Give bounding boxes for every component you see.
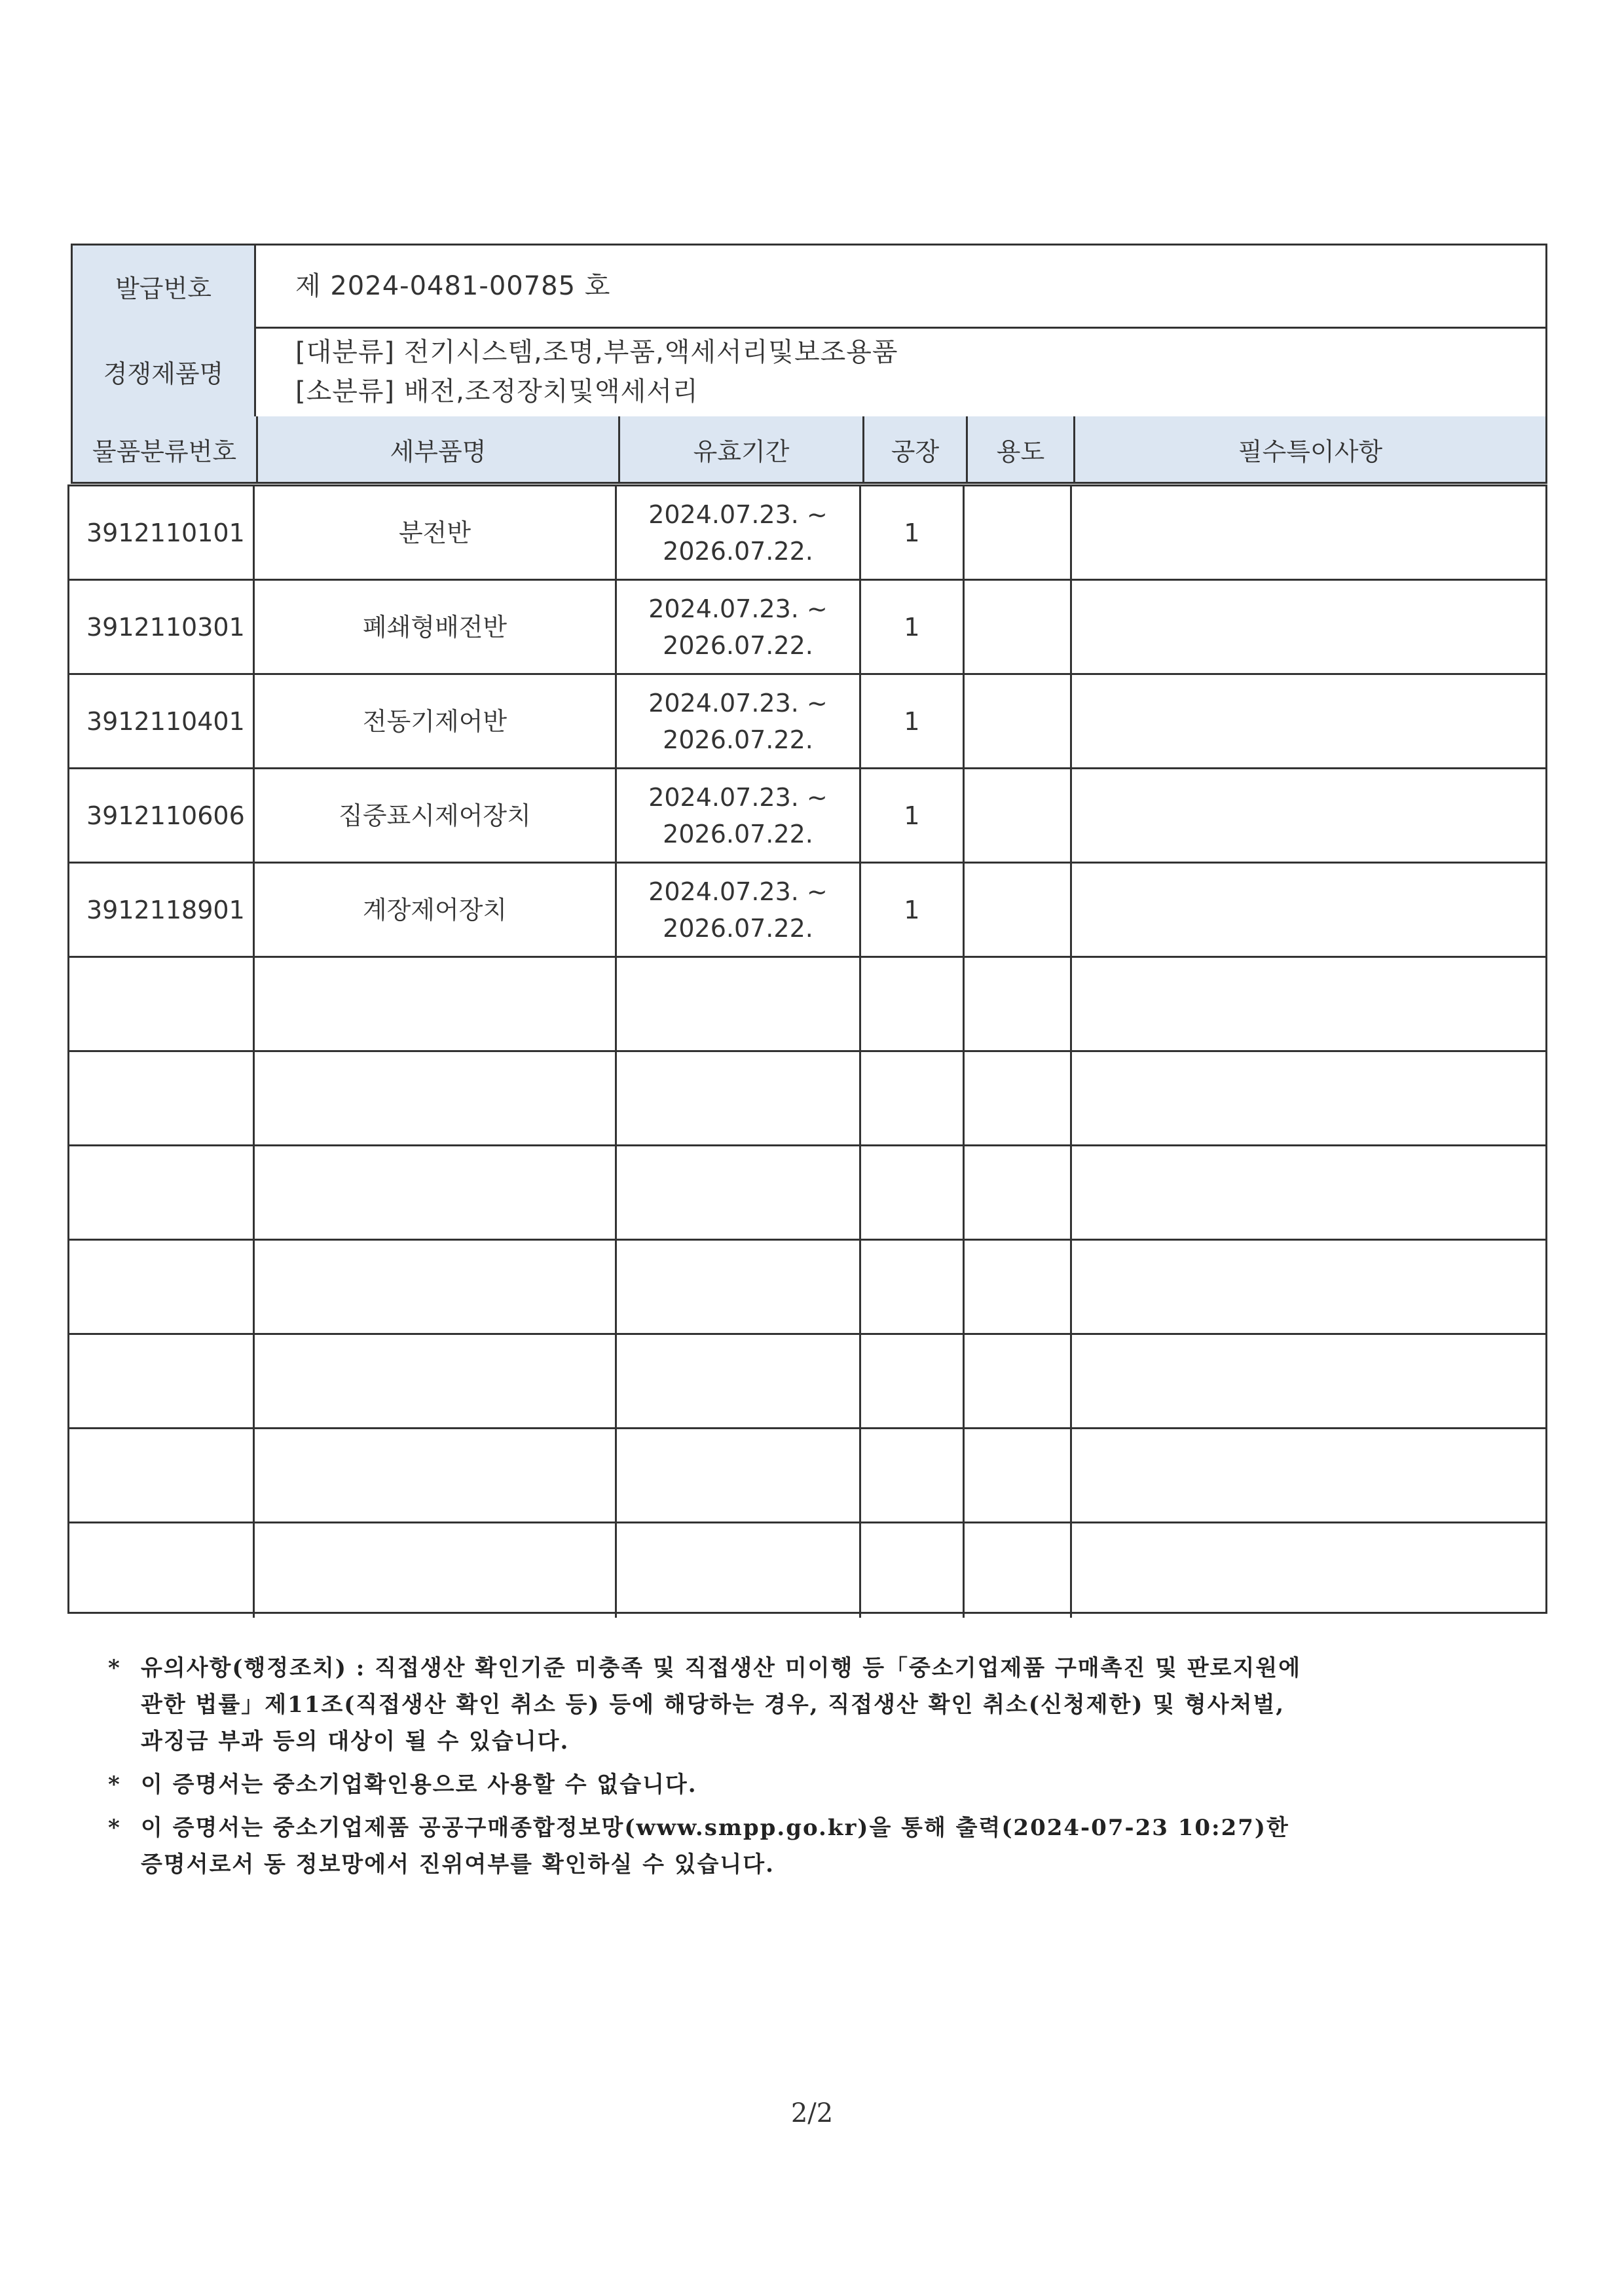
cell-use	[965, 1146, 1072, 1239]
product-name-label: 경쟁제품명	[73, 327, 256, 416]
table-row-empty	[69, 1429, 1545, 1523]
cell-period	[617, 1429, 861, 1522]
product-table	[67, 484, 1547, 1614]
cell-code: 3912110401	[69, 675, 255, 767]
period-from: 2024.07.23. ~	[648, 782, 828, 812]
period-from: 2024.07.23. ~	[648, 688, 828, 718]
cell-period	[617, 1335, 861, 1427]
cell-name	[255, 1146, 617, 1239]
notice-line: 과징금 부과 등의 대상이 될 수 있습니다.	[141, 1728, 570, 1755]
cell-period	[617, 675, 861, 767]
period-to: 2026.07.22.	[663, 630, 813, 660]
period-from: 2024.07.23. ~	[648, 500, 828, 529]
period-to: 2026.07.22.	[663, 536, 813, 566]
cell-period	[617, 486, 861, 579]
table-row-empty	[69, 1241, 1545, 1335]
notice-line: 이 증명서는 중소기업확인용으로 사용할 수 없습니다.	[141, 1772, 697, 1798]
column-header-row	[71, 416, 1547, 484]
product-minor-category: [소분류] 배전,조정장치및액세서리	[295, 376, 699, 407]
issue-number-value	[256, 246, 1545, 327]
cell-name	[255, 1523, 617, 1618]
cell-period	[617, 958, 861, 1050]
column-header-name: 세부품명	[258, 416, 620, 482]
cell-code: 3912110301	[69, 581, 255, 673]
cell-use	[965, 1241, 1072, 1333]
cell-use	[965, 958, 1072, 1050]
cell-note	[1072, 1052, 1545, 1144]
cell-name: 집중표시제어장치	[255, 769, 617, 862]
cell-factory: 1	[861, 864, 965, 956]
cell-code: 3912118901	[69, 864, 255, 956]
cell-factory	[861, 1335, 965, 1427]
issue-number-label: 발급번호	[73, 246, 256, 327]
asterisk-icon: *	[108, 1815, 121, 1841]
cell-code: 3912110101	[69, 486, 255, 579]
cell-period	[617, 581, 861, 673]
cell-factory	[861, 1052, 965, 1144]
cell-name: 계장제어장치	[255, 864, 617, 956]
column-header-period: 유효기간	[620, 416, 864, 482]
cell-use	[965, 769, 1072, 862]
cell-note	[1072, 486, 1545, 579]
notice-item	[108, 1766, 1536, 1803]
notice-line: 증명서로서 동 정보망에서 진위여부를 확인하실 수 있습니다.	[141, 1851, 775, 1878]
notice-section	[108, 1650, 1536, 1889]
period-to: 2026.07.22.	[663, 819, 813, 848]
cell-use	[965, 1052, 1072, 1144]
notice-item	[108, 1650, 1536, 1760]
period-from: 2024.07.23. ~	[648, 594, 828, 623]
product-major-category: [대분류] 전기시스템,조명,부품,액세서리및보조용품	[295, 337, 898, 367]
cell-note	[1072, 864, 1545, 956]
column-header-code: 물품분류번호	[73, 416, 258, 482]
notice-line: 유의사항(행정조치) : 직접생산 확인기준 미충족 및 직접생산 미이행 등「중소기업제품 구매촉진 및 판로지원에	[141, 1655, 1302, 1681]
cell-name	[255, 1335, 617, 1427]
cell-period	[617, 1523, 861, 1618]
cell-factory	[861, 1429, 965, 1522]
asterisk-icon: *	[108, 1772, 121, 1798]
cell-code	[69, 1429, 255, 1522]
issue-number-row	[73, 246, 1545, 329]
table-row-empty	[69, 1146, 1545, 1241]
cell-code	[69, 958, 255, 1050]
cell-code	[69, 1146, 255, 1239]
cell-factory: 1	[861, 486, 965, 579]
cell-name: 폐쇄형배전반	[255, 581, 617, 673]
cell-note	[1072, 1241, 1545, 1333]
cell-factory	[861, 1146, 965, 1239]
cell-note	[1072, 1146, 1545, 1239]
table-row	[69, 769, 1545, 864]
product-name-value	[256, 327, 1545, 416]
cell-name	[255, 1429, 617, 1522]
cell-name: 분전반	[255, 486, 617, 579]
cell-code: 3912110606	[69, 769, 255, 862]
cell-use	[965, 675, 1072, 767]
cell-name	[255, 1241, 617, 1333]
cell-period	[617, 864, 861, 956]
certificate-header-table	[71, 244, 1547, 418]
cell-name	[255, 958, 617, 1050]
period-to: 2026.07.22.	[663, 725, 813, 754]
cell-factory	[861, 958, 965, 1050]
column-header-use: 용도	[968, 416, 1075, 482]
table-row	[69, 581, 1545, 675]
cell-name: 전동기제어반	[255, 675, 617, 767]
cell-code	[69, 1052, 255, 1144]
cell-use	[965, 581, 1072, 673]
cell-note	[1072, 1335, 1545, 1427]
cell-factory	[861, 1241, 965, 1333]
cell-factory: 1	[861, 675, 965, 767]
cell-note	[1072, 1429, 1545, 1522]
column-header-factory: 공장	[864, 416, 968, 482]
notice-line: 이 증명서는 중소기업제품 공공구매종합정보망(www.smpp.go.kr)을 통해 출력(2024-07-23 10:27)한	[141, 1815, 1289, 1841]
cell-factory: 1	[861, 769, 965, 862]
notice-item	[108, 1810, 1536, 1883]
cell-period	[617, 1146, 861, 1239]
table-row-empty	[69, 1052, 1545, 1146]
period-to: 2026.07.22.	[663, 913, 813, 943]
cell-note	[1072, 1523, 1545, 1618]
cell-period	[617, 1241, 861, 1333]
table-row-empty	[69, 1523, 1545, 1618]
notice-line: 관한 법률」제11조(직접생산 확인 취소 등) 등에 해당하는 경우, 직접생산 확인 취소(신청제한) 및 형사처벌,	[141, 1692, 1285, 1718]
cell-factory: 1	[861, 581, 965, 673]
table-row-empty	[69, 1335, 1545, 1429]
cell-name	[255, 1052, 617, 1144]
cell-note	[1072, 581, 1545, 673]
cell-note	[1072, 675, 1545, 767]
cell-code	[69, 1241, 255, 1333]
cell-use	[965, 1523, 1072, 1618]
cell-use	[965, 1335, 1072, 1427]
product-name-row	[73, 327, 1545, 416]
issue-number-text: 제 2024-0481-00785 호	[295, 271, 611, 301]
asterisk-icon: *	[108, 1655, 121, 1681]
column-header-note: 필수특이사항	[1238, 437, 1383, 466]
cell-code	[69, 1523, 255, 1618]
page-number: 2/2	[790, 2098, 834, 2128]
cell-period	[617, 769, 861, 862]
table-row	[69, 486, 1545, 581]
table-row	[69, 864, 1545, 958]
table-row	[69, 675, 1545, 769]
cell-code	[69, 1335, 255, 1427]
cell-use	[965, 486, 1072, 579]
cell-factory	[861, 1523, 965, 1618]
table-row-empty	[69, 958, 1545, 1052]
cell-note	[1072, 958, 1545, 1050]
cell-use	[965, 1429, 1072, 1522]
cell-note	[1072, 769, 1545, 862]
period-from: 2024.07.23. ~	[648, 877, 828, 906]
cell-use	[965, 864, 1072, 956]
cell-period	[617, 1052, 861, 1144]
